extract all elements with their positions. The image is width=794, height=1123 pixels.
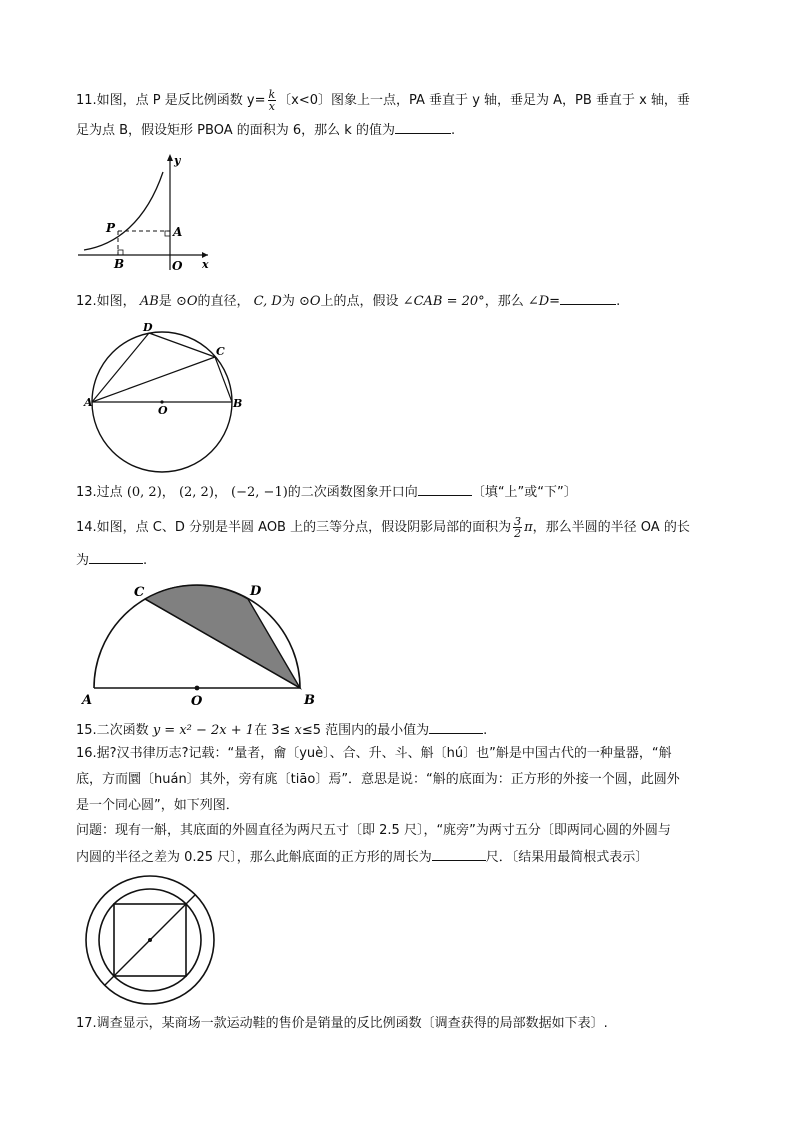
q16-line5-a: 内圆的半径之差为 0.25 尺〕，那么此斛底面的正方形的周长为: [76, 850, 432, 865]
svg-text:A: A: [84, 396, 93, 409]
svg-text:C: C: [216, 345, 225, 358]
q11-fraction: [268, 89, 277, 112]
q12-t6: =: [549, 294, 561, 309]
q13-point-1: (0, 2): [126, 485, 162, 500]
q16-line5: [76, 848, 648, 867]
q15-mid: 在 3≤: [254, 723, 291, 738]
q11-text-c: 足为点 B，假设矩形 PBOA 的面积为 6，那么 k 的值为: [76, 123, 395, 138]
q12-t1: 是: [158, 294, 172, 309]
svg-text:B: B: [304, 693, 315, 708]
q16-line2: 底，方而圜〔huán〕其外，旁有庣〔tiāo〕焉”．意思是说：“斛的底面为：正方形的外接一个圆，此圆外: [76, 772, 680, 787]
q14-line1: [76, 516, 690, 539]
q12-answer-blank[interactable]: [560, 292, 616, 305]
q16-line3: 是一个同心圆”，如下列图．: [76, 798, 239, 813]
svg-text:A: A: [173, 225, 183, 239]
q16-line5-b: 尺．〔结果用最简根式表示〕: [485, 850, 649, 865]
q14-line2-text: 为: [76, 553, 90, 568]
q12-circle-o: ⊙O: [175, 294, 198, 309]
svg-text:O: O: [158, 404, 168, 417]
q16-line1: 16.据?汉书律历志?记载：“量者，龠〔yuè〕、合、升、斗、斛〔hú〕也”斛是中国古代的一种量器，“斛: [76, 746, 672, 761]
q12-angle-d: ∠D: [527, 294, 550, 309]
q14-frac-num: 3: [514, 515, 522, 528]
svg-text:x: x: [202, 258, 209, 271]
q16-answer-blank[interactable]: [432, 848, 486, 861]
svg-text:D: D: [143, 321, 153, 334]
q16-line4: 问题：现有一斛，其底面的外圆直径为两尺五寸〔即 2.5 尺〕，“庣旁”为两寸五分〔即两同心圆的外圆与: [76, 823, 671, 838]
q12-ab: AB: [139, 294, 159, 309]
q13-text: 的二次函数图象开口向: [287, 485, 418, 500]
q15-line: [76, 721, 487, 740]
q13-line: [76, 483, 577, 502]
svg-text:A: A: [82, 693, 93, 708]
q15-end: .: [483, 723, 488, 738]
q11-end: .: [450, 123, 456, 138]
q13-answer-blank[interactable]: [418, 483, 472, 496]
q12-cd: C, D: [253, 294, 282, 309]
q15-tail: ≤5 范围内的最小值为: [301, 723, 430, 738]
q12-t2: 的直径，: [197, 294, 250, 309]
svg-text:B: B: [114, 257, 125, 271]
q12-t3: 为: [281, 294, 295, 309]
q13-point-3: (−2, −1): [231, 485, 288, 500]
q12-angle-cab: ∠CAB = 20°: [402, 294, 485, 309]
q14-end: .: [143, 553, 148, 568]
q13-sep-2: ，: [213, 485, 227, 500]
q15-answer-blank[interactable]: [429, 721, 483, 734]
q13-tail: 〔填“上”或“下”〕: [471, 485, 577, 500]
q13-sep-1: ，: [161, 485, 175, 500]
q11-text-a: 11.如图，点 P 是反比例函数 y=: [76, 93, 266, 108]
q17-line1: 17.调查显示，某商场一款运动鞋的售价是销量的反比例函数〔调查获得的局部数据如下表〕.: [76, 1016, 608, 1031]
q12-circle-o-2: ⊙O: [298, 294, 321, 309]
q15-function: y = x² − 2x + 1: [152, 723, 255, 738]
q11-text-b: 〔x<0〕图象上一点，PA 垂直于 y 轴，垂足为 A，PB 垂直于 x 轴，垂: [278, 93, 690, 108]
q16-figure: [84, 875, 219, 1010]
q13-prefix: 13.过点: [76, 485, 123, 500]
q12-line: [76, 292, 620, 311]
q11-line2: [76, 121, 455, 140]
svg-text:y: y: [174, 154, 181, 167]
q11-figure: [76, 150, 216, 275]
svg-text:O: O: [172, 259, 183, 273]
q11-line1: [76, 89, 690, 112]
q11-frac-den: x: [268, 100, 275, 113]
svg-text:O: O: [191, 694, 203, 708]
svg-text:C: C: [134, 585, 145, 600]
svg-text:P: P: [106, 221, 116, 235]
q12-figure: [82, 315, 247, 480]
q12-prefix: 12.如图，: [76, 294, 136, 309]
q15-prefix: 15.二次函数: [76, 723, 149, 738]
q13-point-2: (2, 2): [178, 485, 214, 500]
q15-var: x: [294, 723, 302, 738]
q12-t4: 上的点，假设: [320, 294, 399, 309]
q12-end: .: [616, 294, 621, 309]
q11-answer-blank[interactable]: [395, 121, 451, 134]
q14-figure: [78, 578, 323, 708]
q14-answer-blank[interactable]: [89, 551, 143, 564]
q14-text-b: ，那么半圆的半径 OA 的长: [532, 520, 690, 535]
svg-text:D: D: [250, 584, 262, 599]
q14-frac-den: 2: [514, 527, 522, 540]
q11-frac-num: k: [268, 88, 276, 101]
q14-fraction: [513, 516, 522, 539]
q14-pi: π: [524, 520, 533, 535]
svg-text:B: B: [233, 397, 243, 410]
q14-line2: [76, 551, 147, 570]
q14-text-a: 14.如图，点 C、D 分别是半圆 AOB 上的三等分点，假设阴影局部的面积为: [76, 520, 512, 535]
q12-t5: ，那么: [484, 294, 524, 309]
